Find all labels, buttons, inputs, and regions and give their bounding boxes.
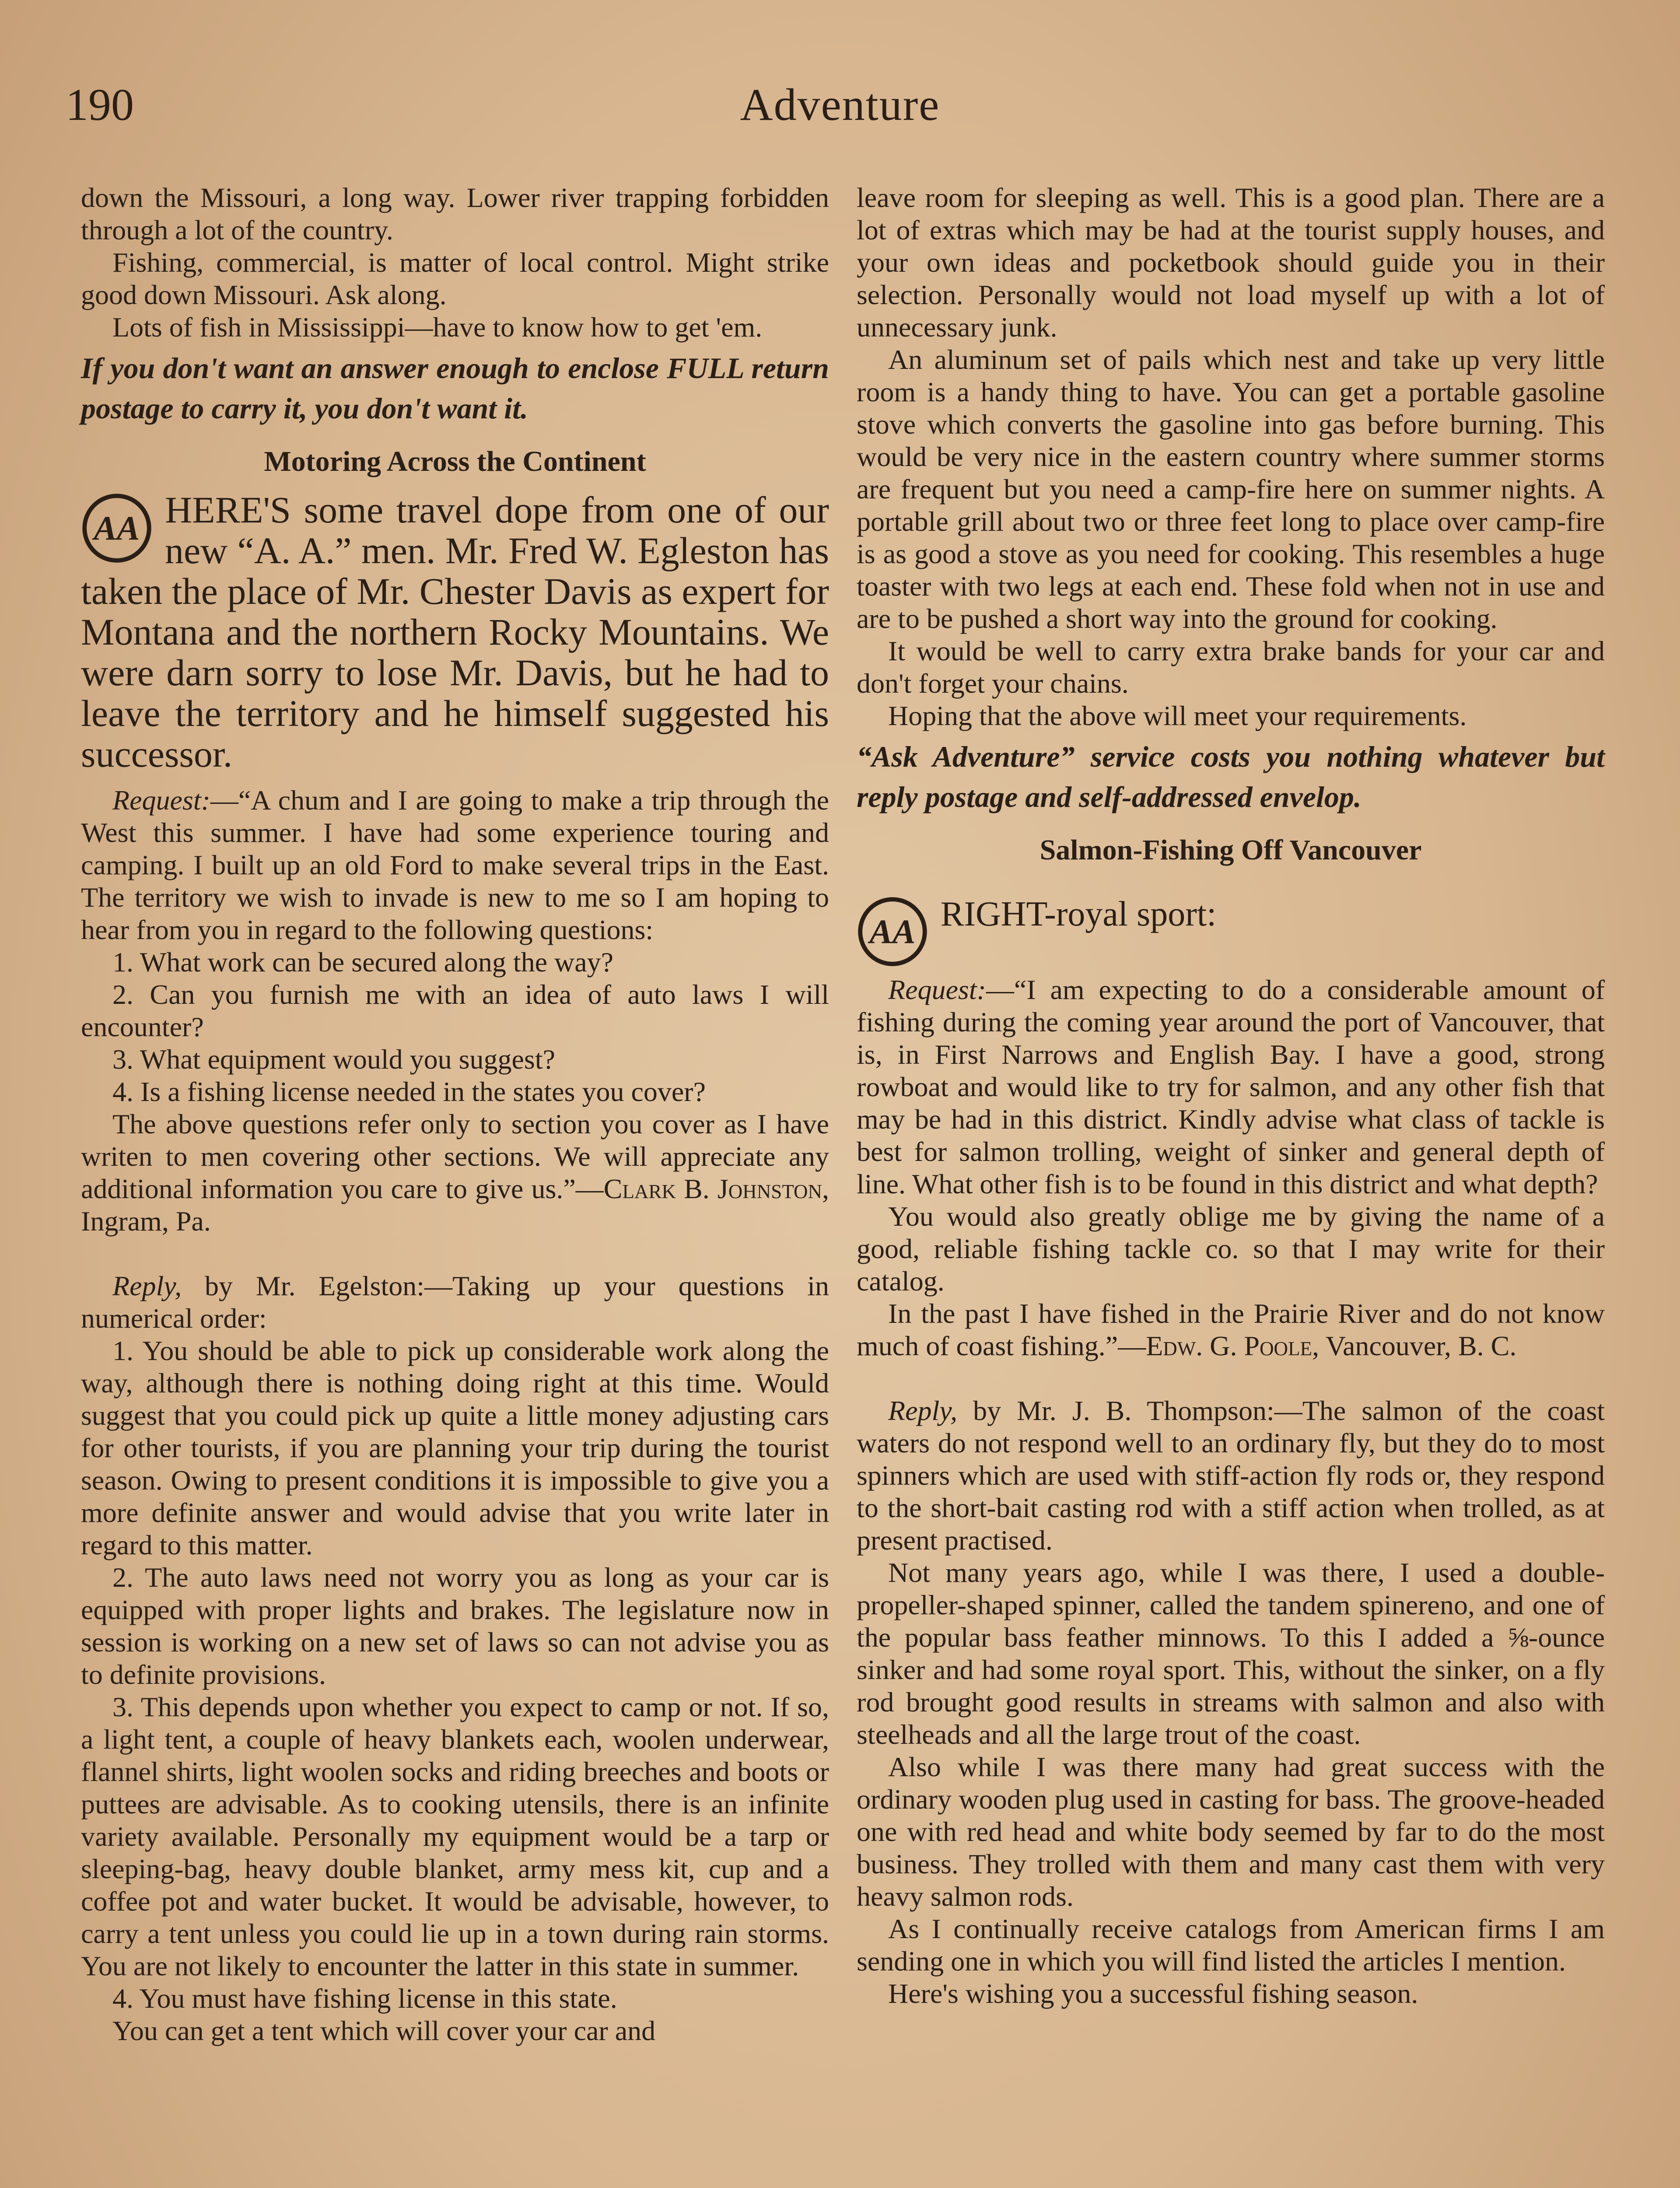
request-paragraph: Request:—“A chum and I are going to make a trip through the West this summer. I have had some experience touring and camping. I built up an old Ford to make several trips in the East. The territory we wish to invade is new to me so I am hoping to hear from you in regard to the following questions: [81,785,829,945]
lead-text: RIGHT-royal sport: [941,895,1217,933]
reply-label: Reply, [112,1270,182,1301]
postage-notice: If you don't want an answer enough to enclose FULL return postage to carry it, you don't want it. [81,351,829,425]
paragraph: It would be well to carry extra brake bands for your car and don't forget your chains. [857,635,1605,699]
section-heading: Motoring Across the Continent [264,445,646,477]
request-closing: The above questions refer only to section you cover as I have writen to men covering other sections. We will appreciate any additional information you care to give us.”—Clark B. Johnston, Ingram, Pa. [81,1108,829,1237]
reply-paragraph: Reply, by Mr. Egelston:—Taking up your questions in numerical order: [81,1270,829,1334]
reply-3: 3. This depends upon whether you expect to camp or not. If so, a light tent, a couple of heavy blankets each, woolen underwear, flannel shirts, light woolen socks and riding breeches and boots or puttees are advisable. As to cooking utensils, there is an infinite variety available. Personally my equipment would be a tarp or sleeping-bag, heavy double blanket, army mess kit, cup and a coffee pot and water bucket. It would be advisable, however, to carry a tent unless you could lie up in a town during rain storms. You are not likely to encounter the latter in this state in summer. [81,1691,829,1981]
svg-text:AA: AA [869,913,916,951]
request-label: Request: [112,785,210,816]
svg-text:AA: AA [94,509,140,548]
question-1: 1. What work can be secured along the way? [112,947,614,978]
page-header [0,70,1680,136]
request-paragraph: Request:—“I am expecting to do a considerable amount of fishing during the coming year around the port of Vancouver, that is, in First Narrows and English Bay. I have a good, strong rowboat and would like to try for salmon, and any other fish that may be had in this district. Kindly advise what class of tackle is best for salmon trolling, weight of sinker and general depth of line. What other fish is to be found in this district and what depth? [857,974,1605,1199]
left-column [81,182,829,2047]
reply-paragraph: Reply, by Mr. J. B. Thompson:—The salmon of the coast waters do not respond well to an ordinary fly, but they do to most spinners which are used with stiff-action fly rods or, they respond to the short-bait casting rod with a stiff action when trolled, as at present practised. [857,1395,1605,1556]
signature: Clark B. Johnston, [603,1173,829,1204]
question-2: 2. Can you furnish me with an idea of auto laws I will encounter? [81,979,829,1042]
reply-label: Reply, [888,1395,958,1426]
paragraph: Fishing, commercial, is matter of local control. Might strike good down Missouri. Ask along. [81,247,829,310]
section-lead [81,490,829,775]
aa-logo-icon [81,492,153,564]
reply-2: Not many years ago, while I was there, I used a double-propeller-shaped spinner, called the tandem spinereno, and one of the popular bass feather minnows. To this I added a ⅝-ounce sinker and had some royal sport. This, without the sinker, on a fly rod brought good results in streams with salmon and also with steelheads and all the large trout of the coast. [857,1557,1605,1750]
service-notice: “Ask Adventure” service costs you nothing whatever but reply postage and self-addressed envelop. [857,740,1605,813]
paragraph: Lots of fish in Mississippi—have to know how to get 'em. [112,312,763,343]
reply-4: As I continually receive catalogs from American firms I am sending one in which you will find listed the articles I mention. [857,1913,1605,1977]
section-heading: Salmon-Fishing Off Vancouver [1040,834,1422,866]
paragraph: leave room for sleeping as well. This is a good plan. There are a lot of extras which may be had at the tourist supply houses, and your own ideas and pocketbook should guide you in their selection. Personally would not load myself up with a lot of unnecessary junk. [857,182,1605,343]
request-3: In the past I have fished in the Prairie River and do not know much of coast fishing.”—Edw. G. Poole, Vancouver, B. C. [857,1298,1605,1361]
request-label: Request: [888,974,986,1005]
paragraph: down the Missouri, a long way. Lower river trapping forbidden through a lot of the country. [81,182,829,245]
paragraph: An aluminum set of pails which nest and take up very little room is a handy thing to have. You can get a portable gasoline stove which converts the gasoline into gas before burning. This would be very nice in the eastern country where summer storms are frequent but you need a camp-fire here on summer nights. A portable grill about two or three feet long to place over camp-fire is as good a stove as you need for cooking. This resembles a huge toaster with two legs at each end. These fold when not in use and are to be pushed a short way into the ground for cooking. [857,344,1605,634]
reply-3: Also while I was there many had great success with the ordinary wooden plug used in casting for bass. The groove-headed one with red head and white body seemed by far to do the most business. They trolled with them and many cast them with very heavy salmon rods. [857,1751,1605,1912]
page-number: 190 [66,80,134,130]
reply-4: 4. You must have fishing license in this state. [112,1983,617,2014]
reply-5: You can get a tent which will cover your car and [112,2015,656,2046]
signature: Edw. G. Poole, [1146,1330,1320,1361]
running-title: Adventure [740,80,940,130]
question-3: 3. What equipment would you suggest? [112,1044,555,1075]
reply-2: 2. The auto laws need not worry you as long as your car is equipped with proper lights and brakes. The legislature now in session is working on a new set of laws so can not advise you as to definite provisions. [81,1562,829,1690]
right-column [857,182,1605,2010]
reply-1: 1. You should be able to pick up considerable work along the way, although there is nothing doing right at this time. Would suggest that you could pick up quite a little money adjusting cars for other tourists, if you are planning your trip during the tourist season. Owing to present conditions it is impossible to give you a more definite answer and would advise that you write later in regard to this matter. [81,1335,829,1560]
lead-text: HERE'S some travel dope from one of our new “A. A.” men. Mr. Fred W. Egleston has taken the place of Mr. Chester Davis as expert for Montana and the northern Rocky Mountains. We were darn sorry to lose Mr. Davis, but he had to leave the territory and he himself suggested his successor. [81,489,829,775]
paragraph: Hoping that the above will meet your requirements. [888,700,1467,731]
question-4: 4. Is a fishing license needed in the states you cover? [112,1076,706,1107]
reply-5: Here's wishing you a successful fishing season. [888,1978,1418,2009]
aa-logo-icon [857,896,928,968]
section-lead [857,878,1605,951]
request-2: You would also greatly oblige me by giving the name of a good, reliable fishing tackle co. so that I may write for their catalog. [857,1201,1605,1297]
